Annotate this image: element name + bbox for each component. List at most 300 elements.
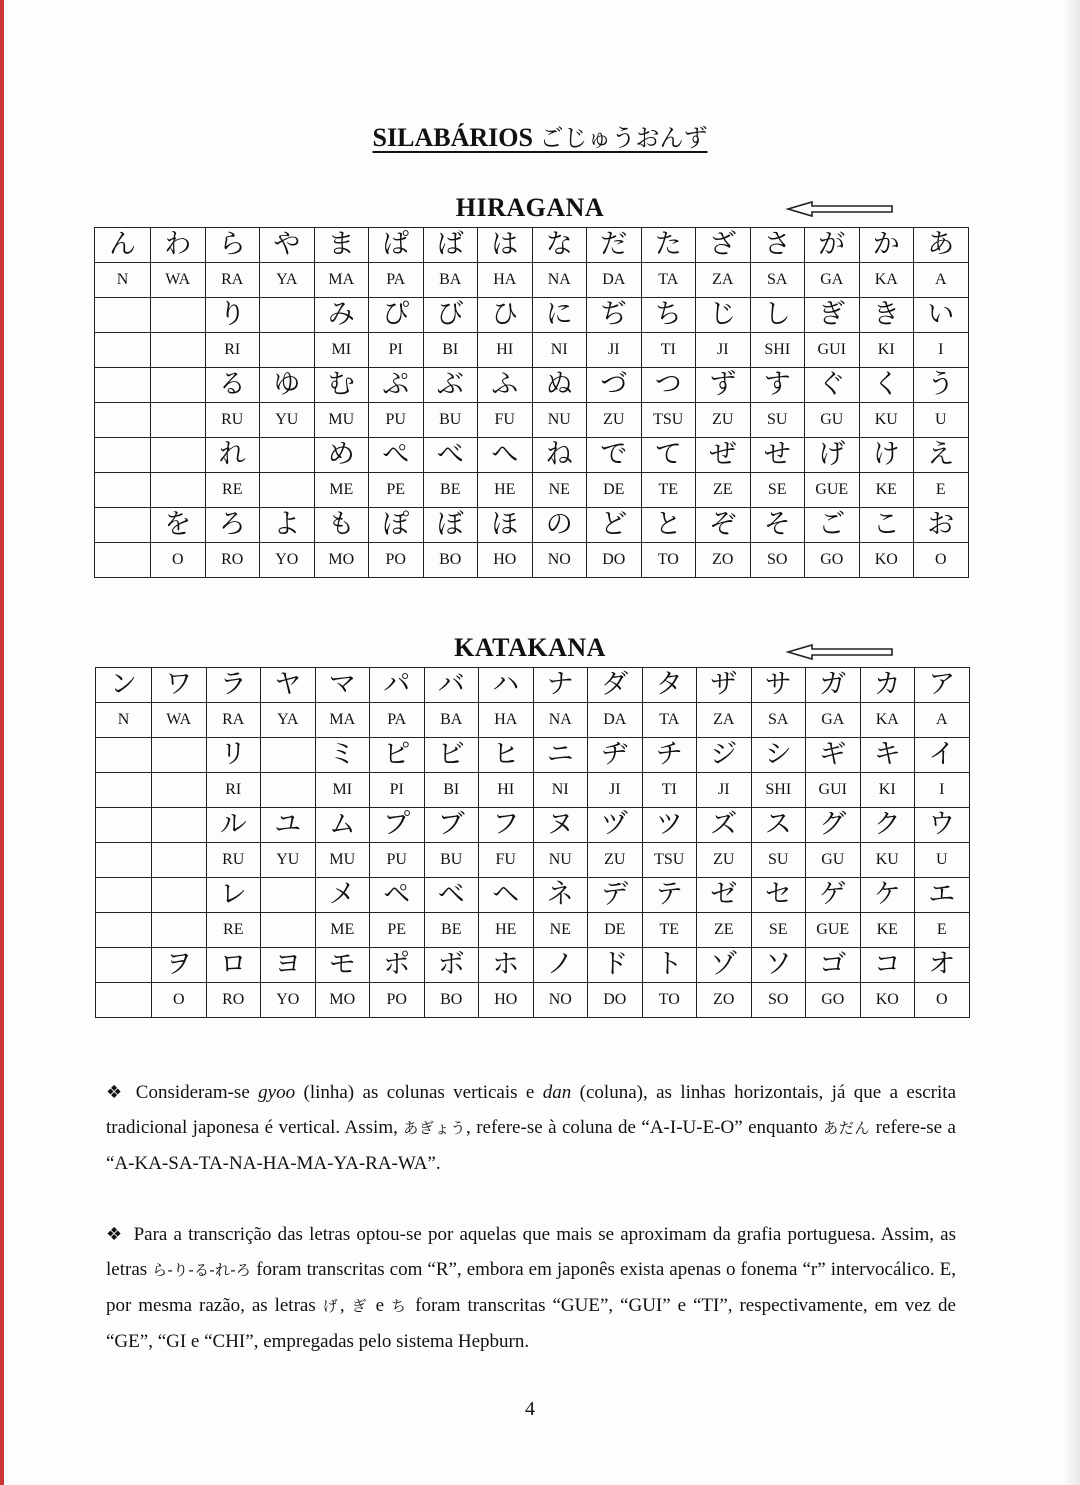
kana-cell: ニ bbox=[533, 738, 588, 773]
romaji-cell: MU bbox=[314, 403, 369, 438]
kana-cell: お bbox=[914, 508, 969, 543]
kana-cell: ほ bbox=[478, 508, 533, 543]
romaji-cell: PO bbox=[370, 983, 425, 1018]
kana-cell bbox=[95, 508, 151, 543]
romaji-cell: BU bbox=[423, 403, 478, 438]
romaji-cell: MI bbox=[314, 333, 369, 368]
kana-cell: ウ bbox=[915, 808, 970, 843]
kana-cell: ぞ bbox=[696, 508, 751, 543]
romaji-cell: TE bbox=[642, 913, 697, 948]
kana-cell: オ bbox=[915, 948, 970, 983]
kana-cell: ダ bbox=[588, 668, 643, 703]
romaji-cell: SO bbox=[750, 543, 805, 578]
romaji-cell: ZU bbox=[587, 403, 642, 438]
romaji-cell: YA bbox=[260, 263, 315, 298]
romaji-cell: BA bbox=[424, 703, 479, 738]
romaji-cell: KO bbox=[860, 983, 915, 1018]
kana-cell: ゆ bbox=[260, 368, 315, 403]
romaji-cell: RE bbox=[205, 473, 260, 508]
kana-row bbox=[96, 738, 970, 773]
kana-cell: ネ bbox=[533, 878, 588, 913]
kana-cell: ゾ bbox=[697, 948, 752, 983]
kana-cell: タ bbox=[642, 668, 697, 703]
kana-cell: ピ bbox=[370, 738, 425, 773]
romaji-cell bbox=[151, 473, 206, 508]
kana-cell: か bbox=[859, 228, 914, 263]
kana-cell: も bbox=[314, 508, 369, 543]
note-gyoo-dan: ❖ Consideram-se gyoo (linha) as colunas verticais e dan (coluna), as linhas horizontais, já que a escrita tradicional japonesa é vertical. Assim, あぎょう, refere-se à coluna de “A-I-U-E-O” enquanto あだん refere-se a “A-KA-SA-TA-NA-HA-MA-YA-RA-WA”. bbox=[106, 1082, 956, 1174]
kana-cell: ド bbox=[588, 948, 643, 983]
romaji-cell: PU bbox=[370, 843, 425, 878]
kana-cell: ん bbox=[95, 228, 151, 263]
romaji-cell: DA bbox=[587, 263, 642, 298]
romaji-cell: DA bbox=[588, 703, 643, 738]
romaji-cell: HA bbox=[479, 703, 534, 738]
hiragana-table bbox=[94, 227, 969, 578]
romaji-row bbox=[95, 543, 969, 578]
kana-cell: ロ bbox=[206, 948, 261, 983]
romaji-cell bbox=[95, 473, 151, 508]
romaji-cell bbox=[152, 843, 207, 878]
romaji-cell: KO bbox=[859, 543, 914, 578]
romaji-cell: NU bbox=[533, 843, 588, 878]
romaji-cell: O bbox=[915, 983, 970, 1018]
kana-cell: ヘ bbox=[479, 878, 534, 913]
romaji-cell: I bbox=[914, 333, 969, 368]
romaji-cell: MO bbox=[314, 543, 369, 578]
romaji-cell: SE bbox=[751, 913, 806, 948]
romaji-cell: RO bbox=[205, 543, 260, 578]
kana-cell bbox=[151, 298, 206, 333]
romaji-cell: TSU bbox=[641, 403, 696, 438]
kana-cell: レ bbox=[206, 878, 261, 913]
note-transcription: ❖ Para a transcrição das letras optou-se por aquelas que mais se aproximam da grafia portuguesa. Assim, as letras ら-り-る-れ-ろ foram transcritas com “R”, embora em japonês exista apenas o fonema “r” intervocálico. E, por mesma razão, as letras げ, ぎ e ち foram transcritas “GUE”, “GUI” e “TI”, respectivamente, em vez de “GE”, “GI e “CHI”, empregadas pelo sistema Hepburn. bbox=[106, 1224, 957, 1352]
romaji-cell: RI bbox=[206, 773, 261, 808]
kana-cell: ぽ bbox=[369, 508, 424, 543]
romaji-cell: HE bbox=[479, 913, 534, 948]
kana-cell: ま bbox=[314, 228, 369, 263]
kana-cell: ず bbox=[696, 368, 751, 403]
kana-row bbox=[95, 508, 969, 543]
romaji-cell: ZO bbox=[697, 983, 752, 1018]
kana-cell: ワ bbox=[152, 668, 207, 703]
kana-cell: ア bbox=[915, 668, 970, 703]
kana-cell: バ bbox=[424, 668, 479, 703]
romaji-cell: YA bbox=[261, 703, 316, 738]
kana-cell bbox=[151, 368, 206, 403]
kana-cell: ゲ bbox=[806, 878, 861, 913]
kana-cell bbox=[260, 298, 315, 333]
kana-cell: ガ bbox=[806, 668, 861, 703]
kana-cell: だ bbox=[587, 228, 642, 263]
romaji-cell: BI bbox=[424, 773, 479, 808]
kana-cell: コ bbox=[860, 948, 915, 983]
kana-cell: イ bbox=[915, 738, 970, 773]
kana-cell: ぐ bbox=[805, 368, 860, 403]
romaji-cell: TO bbox=[641, 543, 696, 578]
kana-cell: き bbox=[859, 298, 914, 333]
kana-cell bbox=[151, 438, 206, 473]
kana-cell: ビ bbox=[424, 738, 479, 773]
kana-row bbox=[96, 948, 970, 983]
romaji-cell bbox=[261, 913, 316, 948]
romaji-cell: RE bbox=[206, 913, 261, 948]
romaji-cell: MA bbox=[314, 263, 369, 298]
kana-cell: よ bbox=[260, 508, 315, 543]
romaji-cell: HO bbox=[478, 543, 533, 578]
romaji-cell: GU bbox=[806, 843, 861, 878]
kana-cell bbox=[95, 438, 151, 473]
kana-cell: ペ bbox=[370, 878, 425, 913]
kana-cell: ス bbox=[751, 808, 806, 843]
kana-cell: ク bbox=[860, 808, 915, 843]
kana-cell: れ bbox=[205, 438, 260, 473]
romaji-cell: N bbox=[95, 263, 151, 298]
kana-cell: ぬ bbox=[532, 368, 587, 403]
kana-cell bbox=[152, 878, 207, 913]
kana-cell: ぎ bbox=[805, 298, 860, 333]
romaji-cell: PO bbox=[369, 543, 424, 578]
kana-cell: で bbox=[587, 438, 642, 473]
romaji-cell: GU bbox=[805, 403, 860, 438]
kana-cell: ギ bbox=[806, 738, 861, 773]
kana-cell: セ bbox=[751, 878, 806, 913]
romaji-cell: BE bbox=[424, 913, 479, 948]
kana-cell: ズ bbox=[697, 808, 752, 843]
romaji-cell: TA bbox=[641, 263, 696, 298]
kana-cell: び bbox=[423, 298, 478, 333]
kana-cell: ヨ bbox=[261, 948, 316, 983]
kana-cell: ひ bbox=[478, 298, 533, 333]
romaji-cell: SO bbox=[751, 983, 806, 1018]
romaji-cell: YO bbox=[261, 983, 316, 1018]
romaji-cell: YU bbox=[260, 403, 315, 438]
kana-cell: フ bbox=[479, 808, 534, 843]
romaji-cell: RI bbox=[205, 333, 260, 368]
romaji-cell: DE bbox=[587, 473, 642, 508]
kana-cell: ぜ bbox=[696, 438, 751, 473]
romaji-cell: KA bbox=[859, 263, 914, 298]
romaji-row bbox=[96, 703, 970, 738]
kana-cell: ね bbox=[532, 438, 587, 473]
kana-cell: あ bbox=[914, 228, 969, 263]
romaji-cell: BI bbox=[423, 333, 478, 368]
kana-cell: み bbox=[314, 298, 369, 333]
romaji-cell: HI bbox=[478, 333, 533, 368]
kana-cell: け bbox=[859, 438, 914, 473]
romaji-cell: HE bbox=[478, 473, 533, 508]
kana-cell: ゴ bbox=[806, 948, 861, 983]
kana-cell bbox=[261, 738, 316, 773]
kana-cell bbox=[95, 368, 151, 403]
romaji-row bbox=[95, 473, 969, 508]
romaji-cell bbox=[95, 543, 151, 578]
romaji-cell: NI bbox=[533, 773, 588, 808]
kana-cell bbox=[96, 738, 152, 773]
romaji-cell: TI bbox=[642, 773, 697, 808]
kana-cell bbox=[260, 438, 315, 473]
kana-cell: ボ bbox=[424, 948, 479, 983]
romaji-cell: A bbox=[915, 703, 970, 738]
kana-cell: ナ bbox=[533, 668, 588, 703]
kana-cell: リ bbox=[206, 738, 261, 773]
page-shadow bbox=[1062, 0, 1080, 1485]
romaji-cell: DE bbox=[588, 913, 643, 948]
kana-cell: え bbox=[914, 438, 969, 473]
romaji-cell: DO bbox=[588, 983, 643, 1018]
kana-row bbox=[96, 878, 970, 913]
romaji-cell: GO bbox=[805, 543, 860, 578]
kana-cell: う bbox=[914, 368, 969, 403]
kana-cell bbox=[261, 878, 316, 913]
kana-cell: ヲ bbox=[152, 948, 207, 983]
romaji-cell: TO bbox=[642, 983, 697, 1018]
kana-cell: ハ bbox=[479, 668, 534, 703]
romaji-cell: O bbox=[914, 543, 969, 578]
romaji-cell: O bbox=[151, 543, 206, 578]
romaji-cell: ZE bbox=[696, 473, 751, 508]
kana-cell: ケ bbox=[860, 878, 915, 913]
romaji-cell: RA bbox=[205, 263, 260, 298]
page-number: 4 bbox=[525, 1398, 535, 1420]
romaji-cell: MO bbox=[315, 983, 370, 1018]
romaji-cell: ZU bbox=[696, 403, 751, 438]
romaji-cell: KE bbox=[859, 473, 914, 508]
romaji-cell bbox=[96, 983, 152, 1018]
romaji-cell: MA bbox=[315, 703, 370, 738]
romaji-cell: GUE bbox=[806, 913, 861, 948]
romaji-cell: KE bbox=[860, 913, 915, 948]
romaji-cell: GA bbox=[806, 703, 861, 738]
kana-cell: テ bbox=[642, 878, 697, 913]
romaji-cell: O bbox=[152, 983, 207, 1018]
kana-cell: む bbox=[314, 368, 369, 403]
romaji-cell: PI bbox=[370, 773, 425, 808]
romaji-cell: PE bbox=[370, 913, 425, 948]
kana-cell: づ bbox=[587, 368, 642, 403]
romaji-cell bbox=[152, 773, 207, 808]
romaji-cell: HA bbox=[478, 263, 533, 298]
romaji-cell: TI bbox=[641, 333, 696, 368]
romaji-cell: KU bbox=[860, 843, 915, 878]
kana-cell bbox=[96, 948, 152, 983]
kana-cell: ぱ bbox=[369, 228, 424, 263]
kana-cell: エ bbox=[915, 878, 970, 913]
kana-cell: ノ bbox=[533, 948, 588, 983]
kana-cell: ホ bbox=[479, 948, 534, 983]
kana-cell: こ bbox=[859, 508, 914, 543]
romaji-row bbox=[96, 773, 970, 808]
left-arrow-icon bbox=[786, 200, 896, 218]
kana-cell: ぴ bbox=[369, 298, 424, 333]
romaji-cell: KA bbox=[860, 703, 915, 738]
romaji-cell: GUE bbox=[805, 473, 860, 508]
kana-cell: ラ bbox=[206, 668, 261, 703]
kana-cell: ム bbox=[315, 808, 370, 843]
romaji-cell: FU bbox=[478, 403, 533, 438]
romaji-cell: SU bbox=[751, 843, 806, 878]
kana-cell: ろ bbox=[205, 508, 260, 543]
romaji-cell: SU bbox=[750, 403, 805, 438]
romaji-cell: ZU bbox=[588, 843, 643, 878]
romaji-cell: I bbox=[915, 773, 970, 808]
romaji-cell: WA bbox=[152, 703, 207, 738]
romaji-row bbox=[96, 983, 970, 1018]
katakana-table bbox=[95, 667, 970, 1018]
romaji-cell: SHI bbox=[750, 333, 805, 368]
kana-cell: ヤ bbox=[261, 668, 316, 703]
romaji-cell: HO bbox=[479, 983, 534, 1018]
romaji-row bbox=[96, 843, 970, 878]
kana-cell: の bbox=[532, 508, 587, 543]
kana-cell: シ bbox=[751, 738, 806, 773]
kana-cell: げ bbox=[805, 438, 860, 473]
romaji-cell: BA bbox=[423, 263, 478, 298]
romaji-cell: TSU bbox=[642, 843, 697, 878]
page-title bbox=[0, 118, 1080, 153]
romaji-cell: MU bbox=[315, 843, 370, 878]
romaji-cell bbox=[95, 403, 151, 438]
hiragana-title: HIRAGANA bbox=[455, 193, 605, 222]
romaji-cell: GA bbox=[805, 263, 860, 298]
romaji-cell: NA bbox=[533, 703, 588, 738]
kana-row bbox=[96, 668, 970, 703]
romaji-cell: MI bbox=[315, 773, 370, 808]
kana-cell: す bbox=[750, 368, 805, 403]
romaji-cell: ZO bbox=[696, 543, 751, 578]
romaji-cell: TE bbox=[641, 473, 696, 508]
kana-cell: じ bbox=[696, 298, 751, 333]
romaji-cell: ZA bbox=[697, 703, 752, 738]
kana-cell: ご bbox=[805, 508, 860, 543]
romaji-cell: U bbox=[914, 403, 969, 438]
romaji-cell: PA bbox=[369, 263, 424, 298]
romaji-cell: RU bbox=[205, 403, 260, 438]
romaji-row bbox=[95, 403, 969, 438]
romaji-cell: U bbox=[915, 843, 970, 878]
kana-cell bbox=[95, 298, 151, 333]
romaji-cell: RA bbox=[206, 703, 261, 738]
romaji-cell: RU bbox=[206, 843, 261, 878]
romaji-cell: JI bbox=[588, 773, 643, 808]
kana-cell: ザ bbox=[697, 668, 752, 703]
kana-cell: ぷ bbox=[369, 368, 424, 403]
kana-cell: ヒ bbox=[479, 738, 534, 773]
kana-row bbox=[95, 228, 969, 263]
kana-cell: ツ bbox=[642, 808, 697, 843]
romaji-cell: KI bbox=[860, 773, 915, 808]
kana-cell: モ bbox=[315, 948, 370, 983]
romaji-cell: GO bbox=[806, 983, 861, 1018]
romaji-cell: KU bbox=[859, 403, 914, 438]
romaji-cell: NA bbox=[532, 263, 587, 298]
romaji-row bbox=[96, 913, 970, 948]
title-kana: ごじゅうおんず bbox=[539, 124, 708, 152]
bullet-icon: ❖ bbox=[106, 1082, 126, 1103]
romaji-cell bbox=[96, 843, 152, 878]
kana-cell: が bbox=[805, 228, 860, 263]
kana-cell: カ bbox=[860, 668, 915, 703]
romaji-cell: E bbox=[915, 913, 970, 948]
kana-cell bbox=[96, 808, 152, 843]
kana-cell: ら bbox=[205, 228, 260, 263]
romaji-cell: PI bbox=[369, 333, 424, 368]
romaji-cell: NO bbox=[532, 543, 587, 578]
romaji-cell: GUI bbox=[805, 333, 860, 368]
romaji-cell bbox=[260, 473, 315, 508]
romaji-cell: ME bbox=[315, 913, 370, 948]
kana-cell: や bbox=[260, 228, 315, 263]
kana-cell: な bbox=[532, 228, 587, 263]
kana-cell: に bbox=[532, 298, 587, 333]
bullet-icon: ❖ bbox=[106, 1224, 124, 1245]
kana-cell bbox=[152, 738, 207, 773]
kana-cell: ポ bbox=[370, 948, 425, 983]
romaji-row bbox=[95, 263, 969, 298]
romaji-cell bbox=[151, 333, 206, 368]
romaji-cell: BO bbox=[423, 543, 478, 578]
romaji-cell: BO bbox=[424, 983, 479, 1018]
kana-cell: ふ bbox=[478, 368, 533, 403]
romaji-cell: KI bbox=[859, 333, 914, 368]
kana-cell: パ bbox=[370, 668, 425, 703]
romaji-cell: SA bbox=[750, 263, 805, 298]
kana-cell: と bbox=[641, 508, 696, 543]
kana-cell: ヂ bbox=[588, 738, 643, 773]
kana-cell: ユ bbox=[261, 808, 316, 843]
romaji-row bbox=[95, 333, 969, 368]
kana-cell: ソ bbox=[751, 948, 806, 983]
kana-cell bbox=[96, 878, 152, 913]
kana-cell: を bbox=[151, 508, 206, 543]
romaji-cell: SA bbox=[751, 703, 806, 738]
romaji-cell: NE bbox=[533, 913, 588, 948]
kana-cell: ン bbox=[96, 668, 152, 703]
katakana-title: KATAKANA bbox=[454, 633, 606, 662]
kana-cell: ぶ bbox=[423, 368, 478, 403]
romaji-cell: PE bbox=[369, 473, 424, 508]
romaji-cell: A bbox=[914, 263, 969, 298]
romaji-cell bbox=[95, 333, 151, 368]
kana-cell: つ bbox=[641, 368, 696, 403]
kana-cell: ブ bbox=[424, 808, 479, 843]
romaji-cell: PA bbox=[370, 703, 425, 738]
kana-cell: わ bbox=[151, 228, 206, 263]
kana-cell: ぼ bbox=[423, 508, 478, 543]
kana-cell: グ bbox=[806, 808, 861, 843]
kana-row bbox=[96, 808, 970, 843]
kana-row bbox=[95, 368, 969, 403]
romaji-cell: JI bbox=[696, 333, 751, 368]
kana-cell: サ bbox=[751, 668, 806, 703]
kana-cell: り bbox=[205, 298, 260, 333]
romaji-cell: RO bbox=[206, 983, 261, 1018]
kana-cell: め bbox=[314, 438, 369, 473]
romaji-cell: E bbox=[914, 473, 969, 508]
kana-cell: メ bbox=[315, 878, 370, 913]
romaji-cell: SHI bbox=[751, 773, 806, 808]
left-arrow-icon bbox=[786, 643, 896, 661]
kana-cell: ち bbox=[641, 298, 696, 333]
romaji-cell bbox=[96, 773, 152, 808]
romaji-cell: ME bbox=[314, 473, 369, 508]
romaji-cell: SE bbox=[750, 473, 805, 508]
kana-cell: ト bbox=[642, 948, 697, 983]
kana-row bbox=[95, 298, 969, 333]
kana-cell bbox=[152, 808, 207, 843]
romaji-cell: HI bbox=[479, 773, 534, 808]
kana-cell: い bbox=[914, 298, 969, 333]
